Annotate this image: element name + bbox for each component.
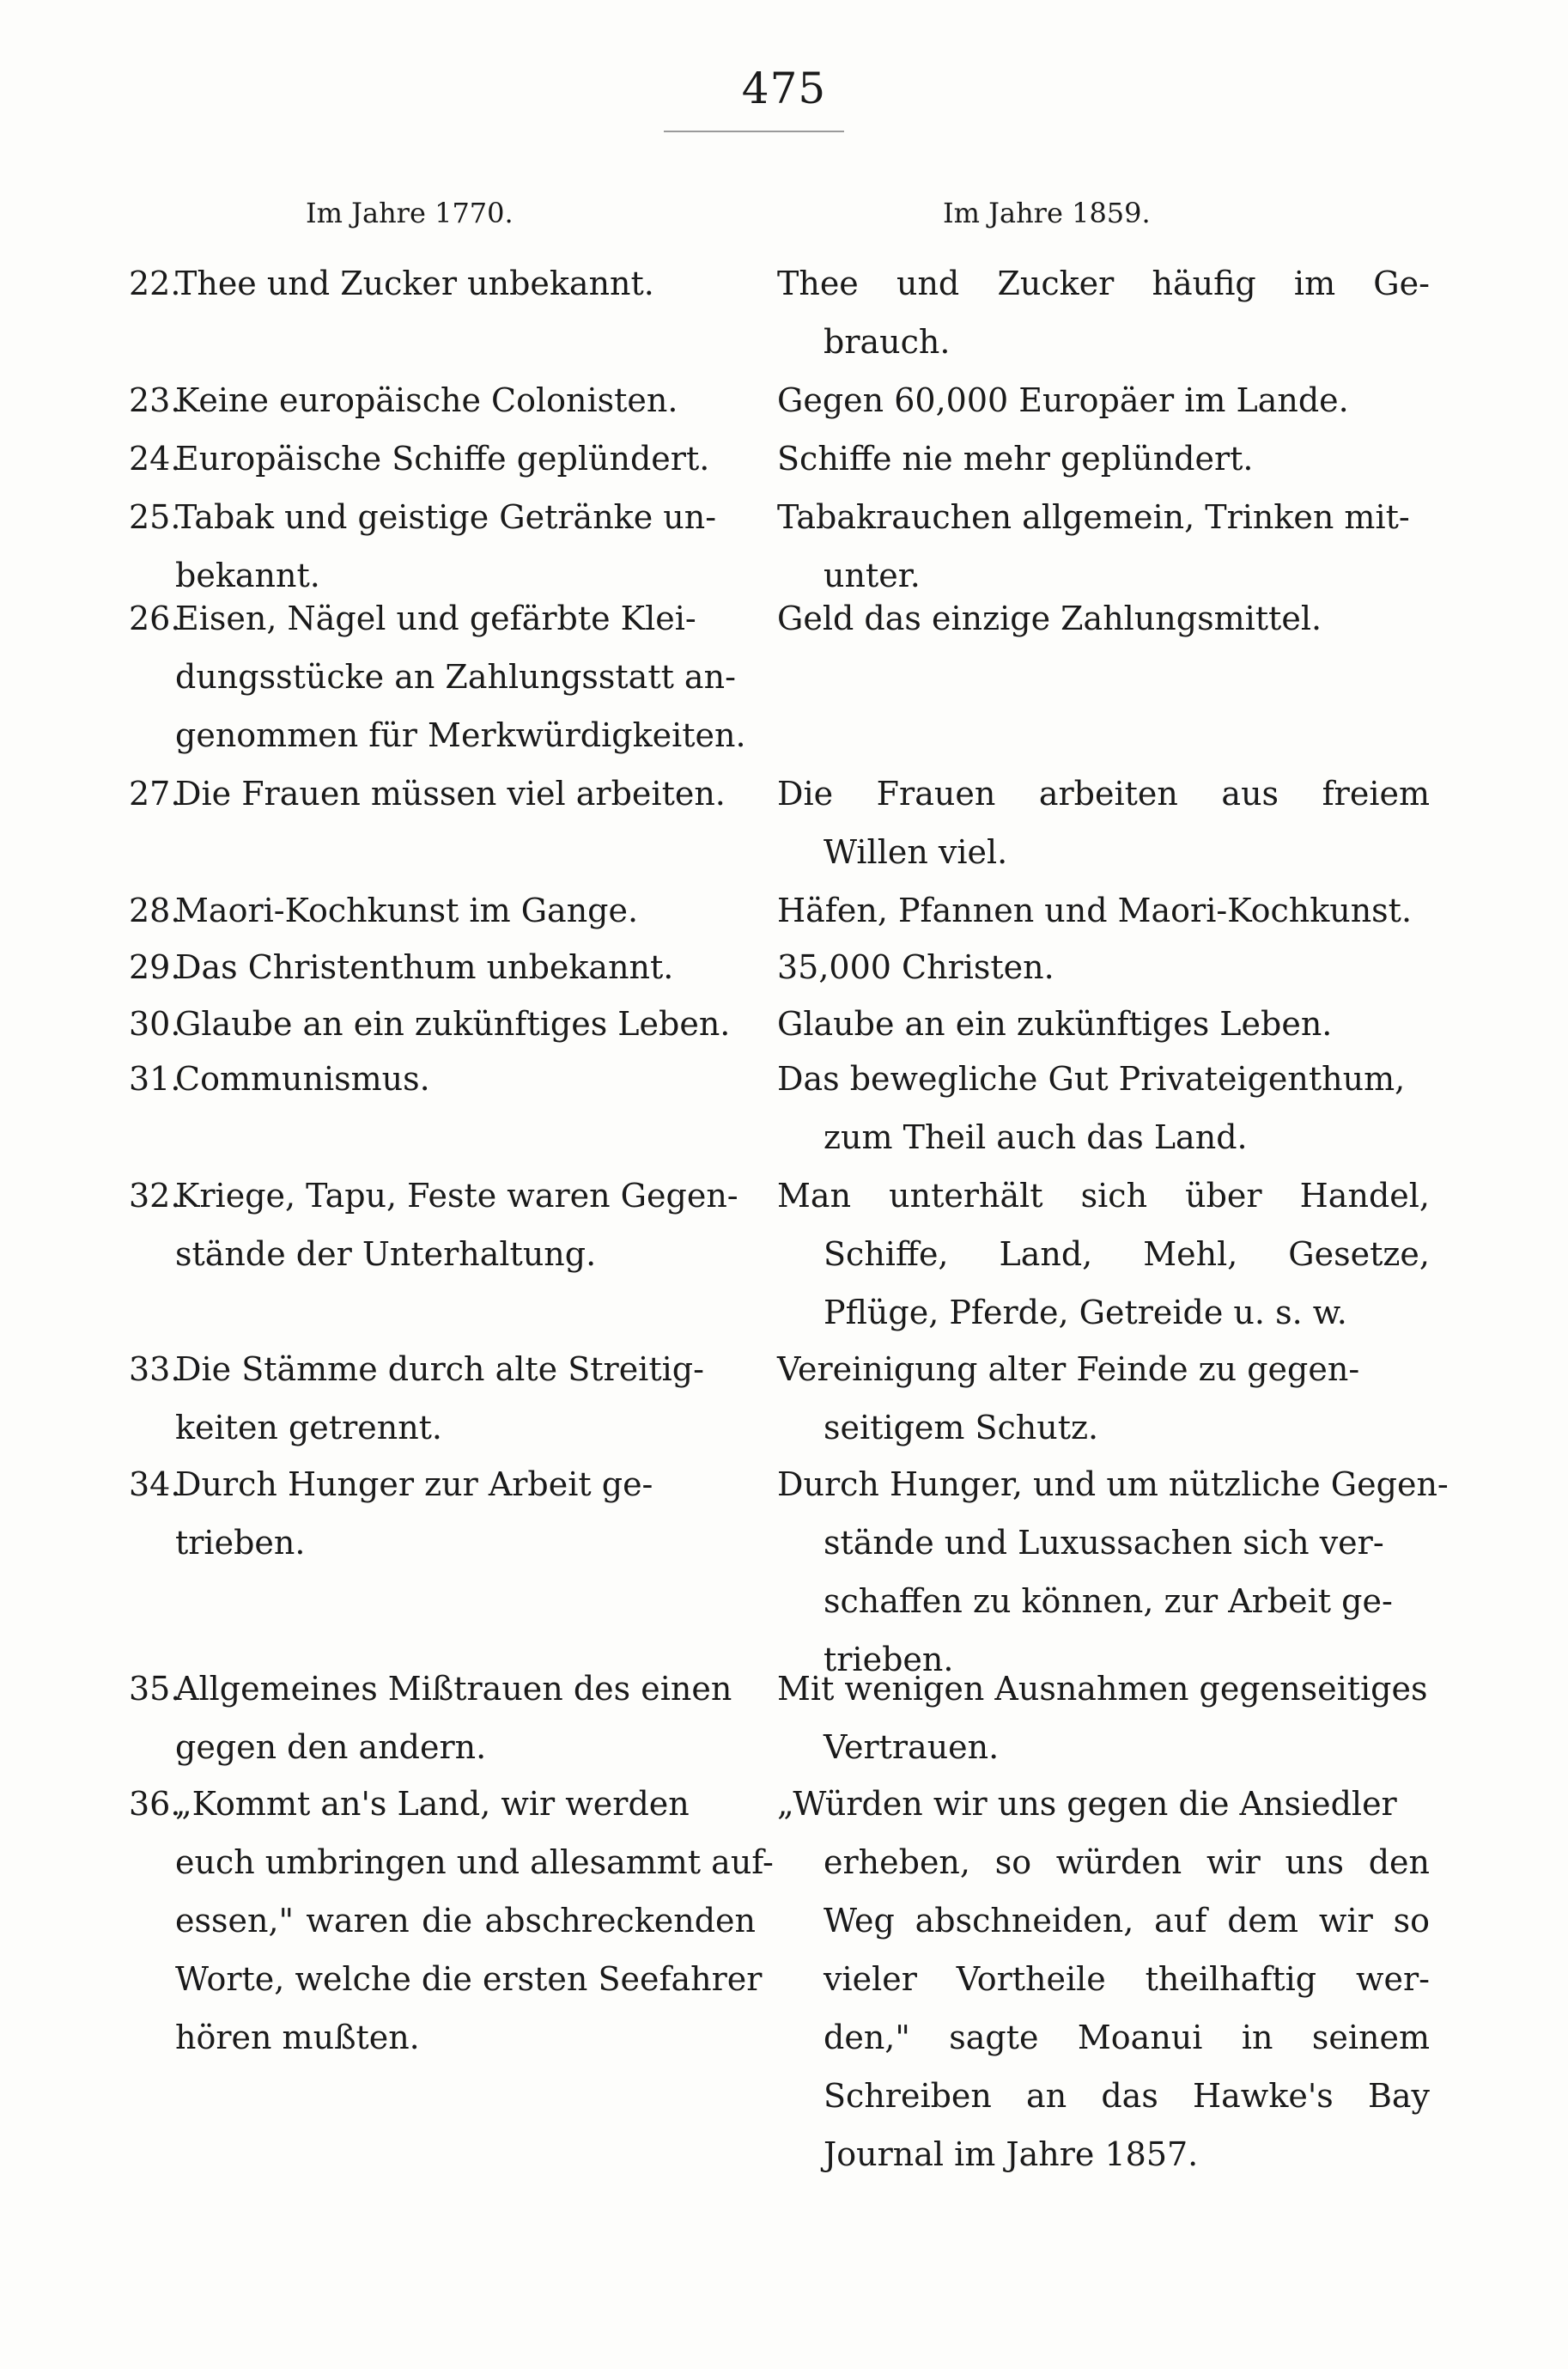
right-entry xyxy=(777,589,1430,648)
entry-text: Tabak und geistige Getränke un- xyxy=(175,498,717,536)
right-entry xyxy=(777,1050,1430,1166)
right-entry xyxy=(777,1166,1430,1342)
entry-text: Geld das einzige Zahlungsmittel. xyxy=(777,600,1322,637)
entry-text: Thee und Zucker unbekannt. xyxy=(175,265,654,302)
left-entry xyxy=(129,938,756,996)
entry-number: 24. xyxy=(129,440,181,478)
entry-text: Die Frauen müssen viel arbeiten. xyxy=(175,775,726,813)
left-entry xyxy=(129,1166,756,1283)
entry-text: Europäische Schiffe geplündert. xyxy=(175,440,710,478)
entry-text: Man unterhält sich über Handel, xyxy=(777,1177,1430,1215)
entry-text: seitigem Schutz. xyxy=(824,1409,1099,1446)
entry-text: Schiffe, Land, Mehl, Gesetze, xyxy=(824,1235,1430,1273)
entry-text: Eisen, Nägel und gefärbte Klei- xyxy=(175,600,696,637)
right-entry xyxy=(777,764,1430,881)
entry-text: Kriege, Tapu, Feste waren Gegen- xyxy=(175,1177,738,1215)
right-entry xyxy=(777,938,1430,996)
right-entry xyxy=(777,371,1430,429)
entry-text: Durch Hunger zur Arbeit ge- xyxy=(175,1465,653,1503)
left-entry xyxy=(129,1340,756,1457)
entry-text: Häfen, Pfannen und Maori-Kochkunst. xyxy=(777,892,1413,929)
entry-text: Gegen 60,000 Europäer im Lande. xyxy=(777,381,1349,419)
left-entry xyxy=(129,371,756,429)
entry-text: brauch. xyxy=(824,323,951,361)
entry-text: Worte, welche die ersten Seefahrer xyxy=(175,1960,763,1998)
right-entry xyxy=(777,1340,1430,1457)
right-entry xyxy=(777,1660,1430,1776)
entry-text: Die Stämme durch alte Streitig- xyxy=(175,1350,704,1388)
right-entry xyxy=(777,429,1430,488)
entry-text: schaffen zu können, zur Arbeit ge- xyxy=(824,1582,1393,1620)
entry-text: Schiffe nie mehr geplündert. xyxy=(777,440,1254,478)
page-number: 475 xyxy=(741,64,827,113)
entry-text: Thee und Zucker häufig im Ge- xyxy=(777,265,1430,302)
left-column-heading: Im Jahre 1770. xyxy=(306,197,514,229)
entry-text: keiten getrennt. xyxy=(175,1409,443,1446)
entry-text: Mit wenigen Ausnahmen gegenseitiges xyxy=(777,1670,1428,1708)
entry-text: Vertrauen. xyxy=(824,1728,1000,1766)
entry-text: hören mußten. xyxy=(175,2019,420,2056)
entry-text: gegen den andern. xyxy=(175,1728,487,1766)
entry-text: Glaube an ein zukünftiges Leben. xyxy=(175,1005,731,1043)
entry-text: stände der Unterhaltung. xyxy=(175,1235,597,1273)
entry-text: 35,000 Christen. xyxy=(777,948,1054,986)
left-entry xyxy=(129,589,756,764)
left-entry xyxy=(129,995,756,1053)
entry-text: Schreiben an das Hawke's Bay xyxy=(824,2077,1430,2115)
entry-number: 33. xyxy=(129,1350,181,1388)
entry-text: Weg abschneiden, auf dem wir so xyxy=(824,1902,1430,1940)
entry-text: Keine europäische Colonisten. xyxy=(175,381,678,419)
entry-text: bekannt. xyxy=(175,557,320,594)
entry-text: Maori-Kochkunst im Gange. xyxy=(175,892,639,929)
left-entry xyxy=(129,764,756,823)
entry-text: trieben. xyxy=(824,1641,954,1678)
entry-text: vieler Vortheile theilhaftig wer- xyxy=(824,1960,1430,1998)
left-entry xyxy=(129,881,756,940)
right-column-heading: Im Jahre 1859. xyxy=(943,197,1151,229)
entry-text: „Würden wir uns gegen die Ansiedler xyxy=(777,1785,1397,1823)
right-entry xyxy=(777,995,1430,1053)
right-entry xyxy=(777,254,1430,371)
left-entry xyxy=(129,1775,774,2067)
entry-number: 22. xyxy=(129,265,181,302)
entry-text: Communismus. xyxy=(175,1060,430,1098)
left-entry xyxy=(129,1050,756,1108)
entry-number: 29. xyxy=(129,948,181,986)
entry-text: Das Christenthum unbekannt. xyxy=(175,948,674,986)
entry-text: Das bewegliche Gut Privateigenthum, xyxy=(777,1060,1406,1098)
left-entry xyxy=(129,429,756,488)
entry-text: stände und Luxussachen sich ver- xyxy=(824,1524,1384,1562)
entry-number: 34. xyxy=(129,1465,181,1503)
left-entry xyxy=(129,254,756,313)
left-entry xyxy=(129,488,756,605)
entry-text: genommen für Merkwürdigkeiten. xyxy=(175,716,746,754)
right-entry xyxy=(777,1455,1449,1689)
entry-text: Pflüge, Pferde, Getreide u. s. w. xyxy=(824,1294,1347,1331)
entry-text: Glaube an ein zukünftiges Leben. xyxy=(777,1005,1333,1043)
entry-text: unter. xyxy=(824,557,921,594)
entry-number: 28. xyxy=(129,892,181,929)
entry-text: „Kommt an's Land, wir werden xyxy=(175,1785,690,1823)
entry-number: 30. xyxy=(129,1005,181,1043)
entry-number: 35. xyxy=(129,1670,181,1708)
entry-text: Tabakrauchen allgemein, Trinken mit- xyxy=(777,498,1410,536)
left-entry xyxy=(129,1455,756,1572)
entry-text: zum Theil auch das Land. xyxy=(824,1118,1248,1156)
entry-text: Allgemeines Mißtrauen des einen xyxy=(175,1670,732,1708)
entry-number: 27. xyxy=(129,775,181,813)
entry-number: 32. xyxy=(129,1177,181,1215)
entry-number: 26. xyxy=(129,600,181,637)
entry-text: Willen viel. xyxy=(824,833,1008,871)
left-entry xyxy=(129,1660,756,1776)
entry-number: 31. xyxy=(129,1060,181,1098)
entry-text: erheben, so würden wir uns den xyxy=(824,1843,1430,1881)
right-entry xyxy=(777,1775,1430,2183)
entry-text: dungsstücke an Zahlungsstatt an- xyxy=(175,658,736,696)
entry-text: den," sagte Moanui in seinem xyxy=(824,2019,1430,2056)
entry-text: euch umbringen und allesammt auf- xyxy=(175,1843,774,1881)
entry-text: essen," waren die abschreckenden xyxy=(175,1902,756,1940)
entry-text: Die Frauen arbeiten aus freiem xyxy=(777,775,1430,813)
entry-text: Journal im Jahre 1857. xyxy=(824,2135,1199,2173)
right-entry xyxy=(777,881,1430,940)
entry-number: 23. xyxy=(129,381,181,419)
entry-number: 25. xyxy=(129,498,181,536)
entry-text: trieben. xyxy=(175,1524,306,1562)
right-entry xyxy=(777,488,1430,605)
entry-text: Durch Hunger, und um nützliche Gegen- xyxy=(777,1465,1449,1503)
entry-number: 36. xyxy=(129,1785,181,1823)
page-number-rule xyxy=(664,131,844,132)
entry-text: Vereinigung alter Feinde zu gegen- xyxy=(777,1350,1360,1388)
